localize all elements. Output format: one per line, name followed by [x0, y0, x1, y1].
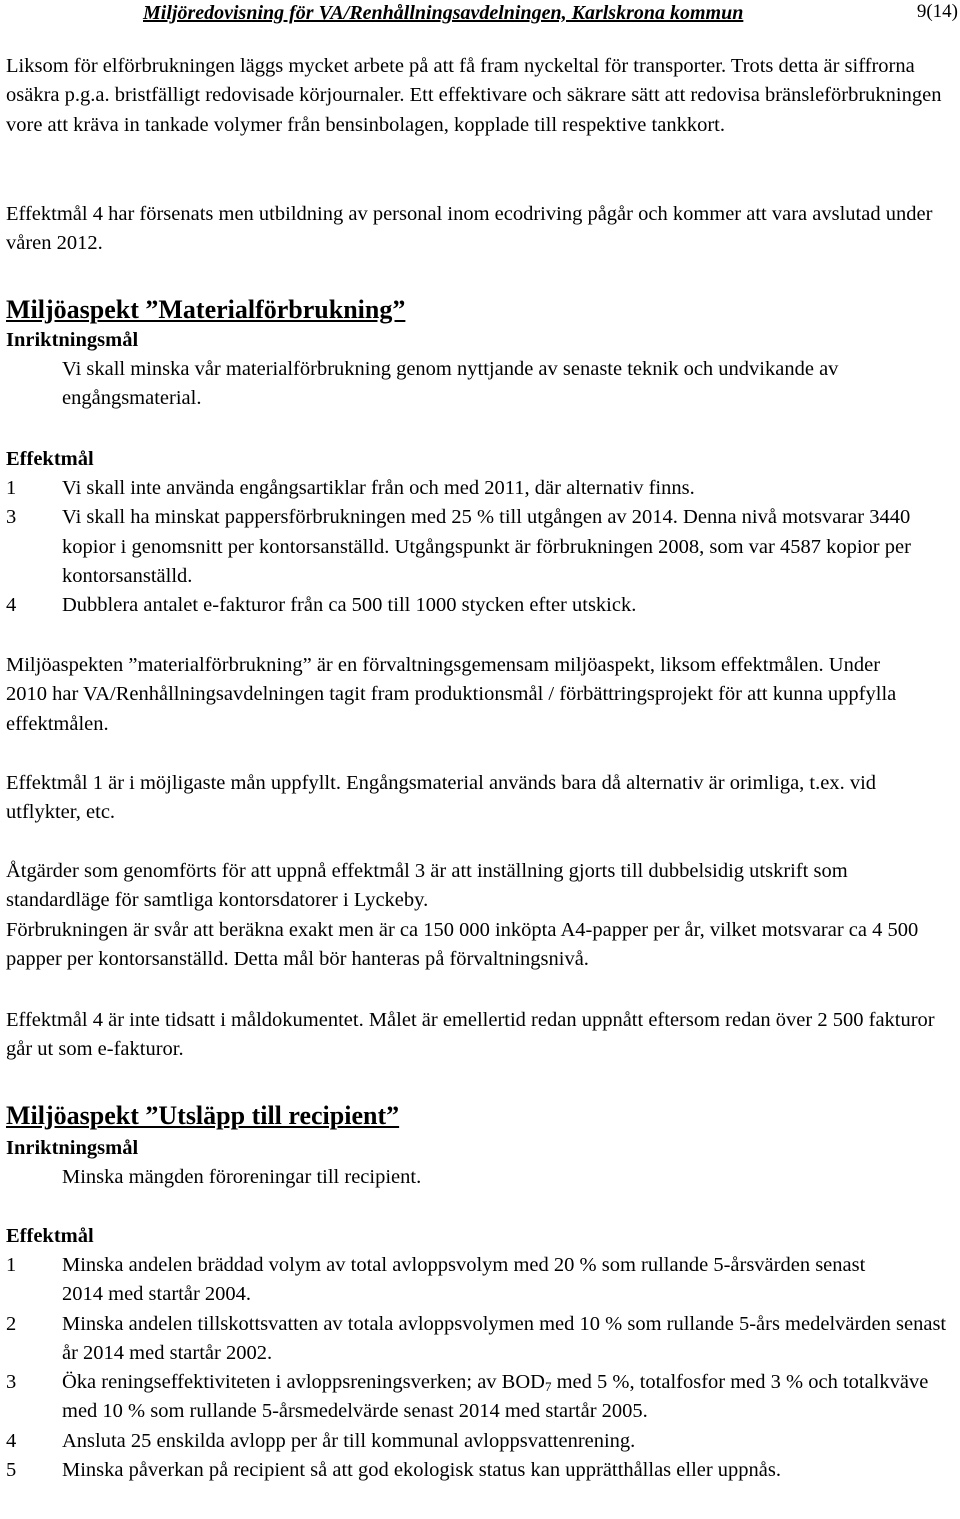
- inriktningsmal-label: Inriktningsmål: [6, 1137, 139, 1159]
- list-number: 4: [6, 594, 17, 617]
- effektmal-label: Effektmål: [6, 448, 94, 470]
- section-heading: Miljöaspekt ”Utsläpp till recipient”: [6, 1101, 400, 1130]
- intro-paragraph-2: [6, 200, 950, 259]
- paragraph: [6, 769, 906, 828]
- inriktningsmal-block: [6, 1134, 956, 1192]
- page-number: 9(14): [916, 1, 958, 22]
- intro-text-2: Effektmål 4 har försenats men utbildning av personal inom ecodriving pågår och kommer att vara avslutad under våren 2012.: [6, 203, 933, 255]
- intro-text-1: Liksom för elförbrukningen läggs mycket arbete på att få fram nyckeltal för transporter. Trots detta är siffrorna osäkra p.g.a. bristfälligt redovisade körjournaler. Ett effektivare och säkrare sätt att redovisa bränsleförbrukningen vore att kräva in tankade volymer från bensinbolagen, kopplade till respektive tankkort.: [6, 55, 942, 136]
- paragraph-text: Förbrukningen är svår att beräkna exakt men är ca 150 000 inköpta A4-papper per år, vilket motsvarar ca 4 500 papper per kontorsanställd. Detta mål bör hanteras på förvaltningsnivå.: [6, 918, 919, 970]
- list-text: Vi skall ha minskat pappersförbrukningen med 25 % till utgången av 2014. Denna nivå motsvarar 3440 kopior i genomsnitt per kontorsanställd. Utgångspunkt är förbrukningen 2008, som var 4587 kopior per kontorsanställd.: [62, 506, 911, 587]
- paragraph-text: Effektmål 4 är inte tidsatt i måldokumentet. Målet är emellertid redan uppnått eftersom redan över 2 500 fakturor går ut som e-fakturor.: [6, 1009, 935, 1061]
- paragraph-text: Effektmål 1 är i möjligaste mån uppfyllt. Engångsmaterial används bara då alternativ är orimliga, t.ex. vid utflykter, etc.: [6, 772, 877, 824]
- inriktningsmal-text: Vi skall minska vår materialförbrukning genom nyttjande av senaste teknik och undvikande av engångsmaterial.: [62, 358, 839, 410]
- effektmal-label: Effektmål: [6, 1225, 94, 1247]
- paragraph: [6, 651, 906, 739]
- list-item: [6, 1456, 956, 1485]
- effektmal-block: [6, 445, 956, 620]
- list-number: 4: [6, 1429, 17, 1452]
- list-number: 2: [6, 1312, 17, 1335]
- list-number: 1: [6, 477, 17, 499]
- list-text-part: med 5 %, totalfosfor med 3 % och totalkväve med 10 % som rullande 5-årsmedelvärde senast 2014 med startår 2005.: [62, 1371, 929, 1423]
- header-title: Miljöredovisning för VA/Renhållningsavdelningen, Karlskrona kommun: [143, 2, 744, 24]
- list-item: [6, 474, 956, 503]
- list-item: [6, 1310, 956, 1369]
- list-text-part: Öka reningseffektiviteten i avloppsreningsverken; av BOD: [62, 1371, 545, 1394]
- list-item: [6, 1427, 956, 1456]
- inriktningsmal-label: Inriktningsmål: [6, 329, 139, 351]
- section-utslapp-till-recipient: [6, 1101, 956, 1131]
- inriktningsmal-block: [6, 326, 956, 414]
- effektmal-block: [6, 1222, 956, 1485]
- list-item: [6, 1251, 902, 1310]
- page-header: [0, 0, 960, 32]
- list-item: [6, 1368, 942, 1427]
- inriktningsmal-text: Minska mängden föroreningar till recipient.: [62, 1166, 422, 1188]
- paragraph: [6, 1006, 950, 1065]
- list-text: Minska andelen bräddad volym av total avloppsvolym med 20 % som rullande 5-årsvärden senast 2014 med startår 2004.: [62, 1254, 866, 1306]
- list-item: [6, 591, 956, 620]
- subscript: 7: [544, 1379, 552, 1395]
- list-number: 5: [6, 1459, 17, 1482]
- section-materialforbrukning: [6, 295, 956, 325]
- list-text: Minska andelen tillskottsvatten av totala avloppsvolymen med 10 % som rullande 5-års medelvärden senast år 2014 med startår 2002.: [62, 1312, 947, 1364]
- list-text: Vi skall inte använda engångsartiklar från och med 2011, där alternativ finns.: [62, 477, 695, 499]
- section-heading: Miljöaspekt ”Materialförbrukning”: [6, 295, 406, 324]
- list-text: Ansluta 25 enskilda avlopp per år till kommunal avloppsvattenrening.: [62, 1429, 636, 1452]
- paragraph-text: Åtgärder som genomförts för att uppnå effektmål 3 är att inställning gjorts till dubbelsidig utskrift som standardläge för samtliga kontorsdatorer i Lyckeby.: [6, 860, 848, 912]
- list-text: Dubblera antalet e-fakturor från ca 500 till 1000 stycken efter utskick.: [62, 594, 637, 617]
- intro-paragraph-1: [6, 52, 956, 140]
- paragraph: [6, 857, 936, 974]
- list-number: 1: [6, 1254, 17, 1276]
- list-number: 3: [6, 1371, 17, 1394]
- list-number: 3: [6, 506, 17, 529]
- list-item: [6, 503, 960, 591]
- paragraph-text: Miljöaspekten ”materialförbrukning” är en förvaltningsgemensam miljöaspekt, liksom effektmålen. Under 2010 har VA/Renhållningsavdelningen tagit fram produktionsmål / förbättringsprojekt för att kunna uppfylla effektmålen.: [6, 654, 897, 735]
- list-text: Minska påverkan på recipient så att god ekologisk status kan upprätthållas eller uppnås.: [62, 1459, 782, 1482]
